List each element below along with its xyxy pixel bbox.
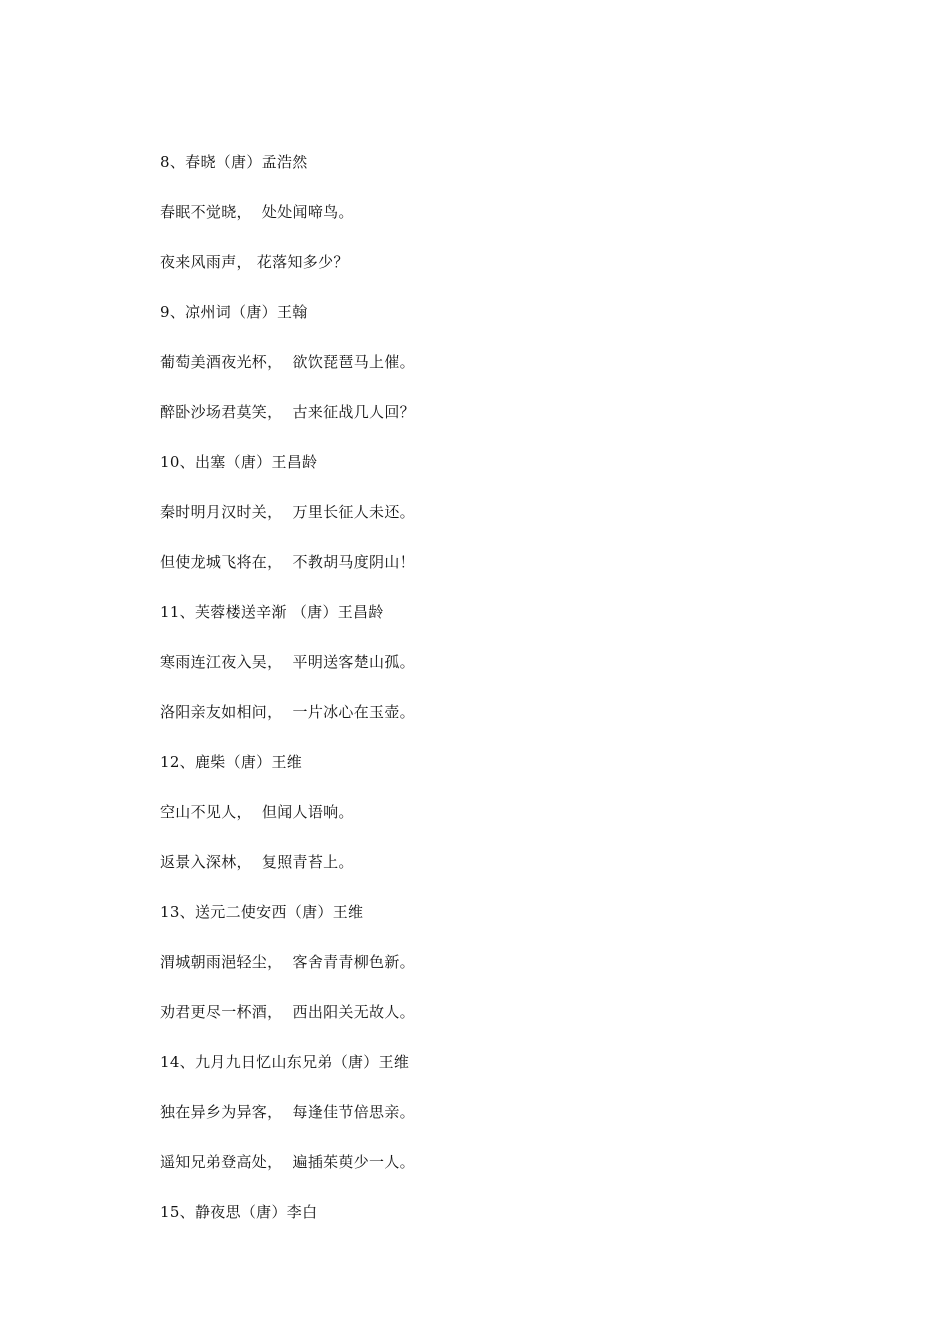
poem-line: 春眠不觉晓， 处处闻啼鸟。 [160,203,354,221]
poem-list [160,150,860,1250]
poem-line: 空山不见人， 但闻人语响。 [160,803,354,821]
poem-line: 秦时明月汉时关， 万里长征人未还。 [160,503,415,521]
poem-title-12: 12、鹿柴（唐）王维 [160,753,303,771]
poem-line: 返景入深林， 复照青苔上。 [160,853,354,871]
poem-title-14: 14、九月九日忆山东兄弟（唐）王维 [160,1053,410,1071]
poem-line: 但使龙城飞将在， 不教胡马度阴山！ [160,553,415,571]
poem-line: 葡萄美酒夜光杯， 欲饮琵琶马上催。 [160,353,415,371]
poem-line: 洛阳亲友如相问， 一片冰心在玉壶。 [160,703,415,721]
poem-line: 遥知兄弟登高处， 遍插茱萸少一人。 [160,1153,415,1171]
poem-line: 寒雨连江夜入吴， 平明送客楚山孤。 [160,653,415,671]
poem-line: 劝君更尽一杯酒， 西出阳关无故人。 [160,1003,415,1021]
poem-line: 渭城朝雨浥轻尘， 客舍青青柳色新。 [160,953,415,971]
poem-title-11: 11、芙蓉楼送辛渐 （唐）王昌龄 [160,603,384,621]
poem-line: 醉卧沙场君莫笑， 古来征战几人回？ [160,403,415,421]
poem-title-15: 15、静夜思（唐）李白 [160,1203,318,1221]
poem-line: 夜来风雨声， 花落知多少？ [160,253,349,271]
poem-title-10: 10、出塞（唐）王昌龄 [160,453,318,471]
poem-title-13: 13、送元二使安西（唐）王维 [160,903,364,921]
poem-line: 独在异乡为异客， 每逢佳节倍思亲。 [160,1103,415,1121]
poem-title-9: 9、凉州词（唐）王翰 [160,303,308,321]
poem-title-8: 8、春晓（唐）孟浩然 [160,153,308,171]
